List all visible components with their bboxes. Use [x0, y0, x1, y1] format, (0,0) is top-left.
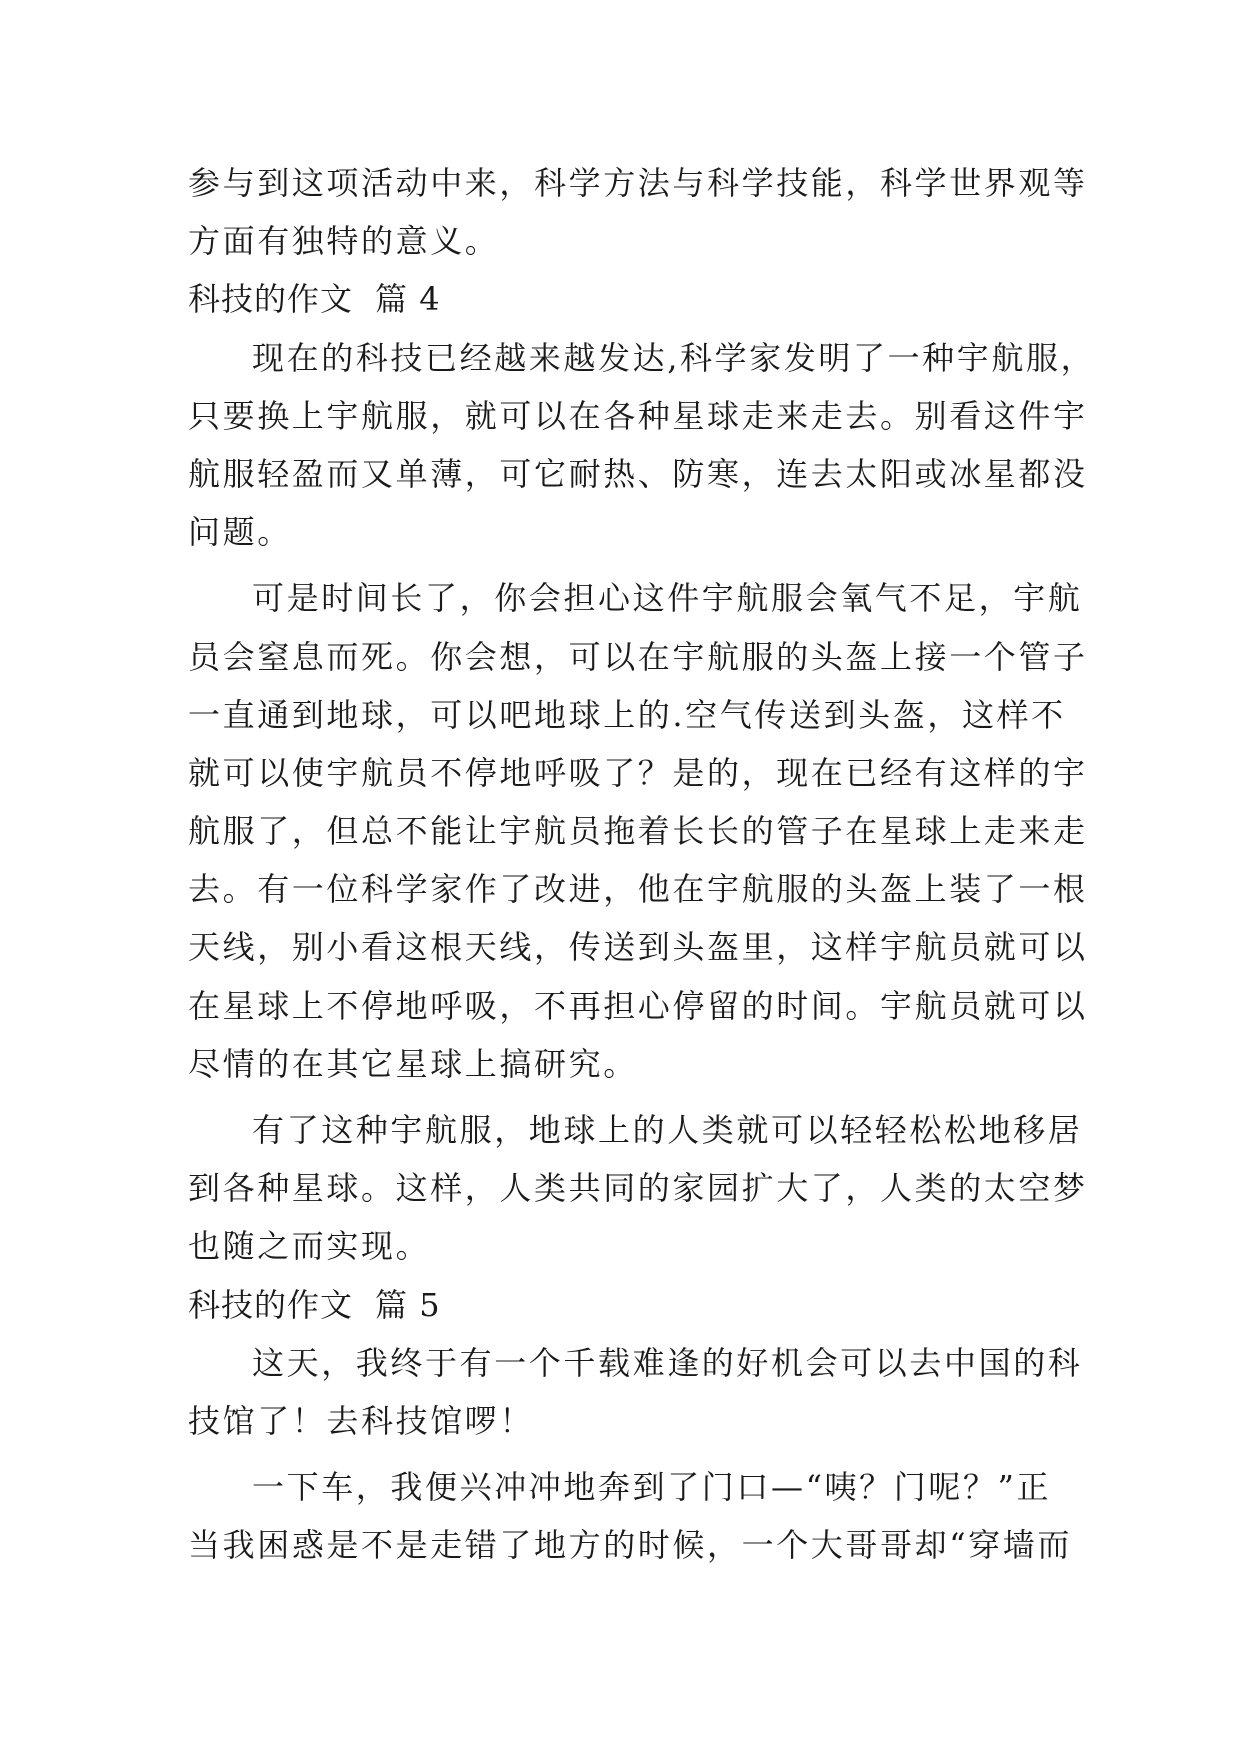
paragraph-spacer	[188, 1450, 1050, 1458]
paragraph-spacer	[188, 561, 1050, 569]
text-line: 一直通到地球，可以吧地球上的.空气传送到头盔，这样不	[188, 695, 1066, 734]
text-line: 问题。	[188, 513, 292, 552]
paragraph	[188, 569, 1088, 1093]
heading-number: 篇 5	[375, 1285, 441, 1324]
text-line: 去。有一位科学家作了改进，他在宇航服的头盔上装了一根	[188, 870, 1088, 909]
text-line: 天线，别小看这根天线，传送到头盔里，这样宇航员就可以	[188, 928, 1088, 967]
text-line: 员会窒息而死。你会想，可以在宇航服的头盔上接一个管子	[188, 637, 1088, 676]
text-line: 当我困惑是不是走错了地方的时候，一个大哥哥却“穿墙而	[188, 1526, 1072, 1565]
heading-title: 科技的作文	[188, 1285, 354, 1324]
paragraph	[188, 154, 1088, 270]
paragraph	[188, 329, 1096, 562]
text-line: 航服了，但总不能让宇航员拖着长长的管子在星球上走来走	[188, 812, 1088, 851]
text-line: 到各种星球。这样，人类共同的家园扩大了，人类的太空梦	[188, 1169, 1088, 1208]
text-line: 这天，我终于有一个千载难逢的好机会可以去中国的科	[252, 1343, 1083, 1382]
text-line: 在星球上不停地呼吸，不再担心停留的时间。宇航员就可以	[188, 986, 1088, 1025]
text-line: 参与到这项活动中来，科学方法与科学技能，科学世界观等	[188, 164, 1088, 202]
text-line: 可是时间长了，你会担心这件宇航服会氧气不足，宇航	[252, 579, 1083, 618]
text-line: 方面有独特的意义。	[188, 222, 500, 261]
text-line: 只要换上宇航服，就可以在各种星球走来走去。别看这件宇	[188, 396, 1088, 435]
section-heading	[188, 1276, 1050, 1334]
text-line: 就可以使宇航员不停地呼吸了？是的，现在已经有这样的宇	[188, 753, 1088, 792]
text-line: 一下车，我便兴冲冲地奔到了门口—“咦？门呢？”正	[252, 1468, 1052, 1507]
section-heading	[188, 270, 1050, 328]
heading-number: 篇 4	[375, 280, 441, 319]
text-line: 也随之而实现。	[188, 1227, 431, 1266]
paragraph	[188, 1334, 1083, 1450]
text-line: 航服轻盈而又单薄，可它耐热、防寒，连去太阳或冰星都没	[188, 454, 1088, 493]
text-line: 现在的科技已经越来越发达,科学家发明了一种宇航服，	[252, 338, 1096, 377]
heading-title: 科技的作文	[188, 280, 354, 319]
text-line: 有了这种宇航服，地球上的人类就可以轻轻松松地移居	[252, 1111, 1083, 1149]
paragraph	[188, 1101, 1088, 1276]
text-line: 尽情的在其它星球上搞研究。	[188, 1044, 638, 1083]
text-line: 技馆了！去科技馆啰！	[188, 1401, 535, 1440]
paragraph	[188, 1458, 1072, 1574]
paragraph-spacer	[188, 1093, 1050, 1101]
document-body	[188, 154, 1096, 1575]
